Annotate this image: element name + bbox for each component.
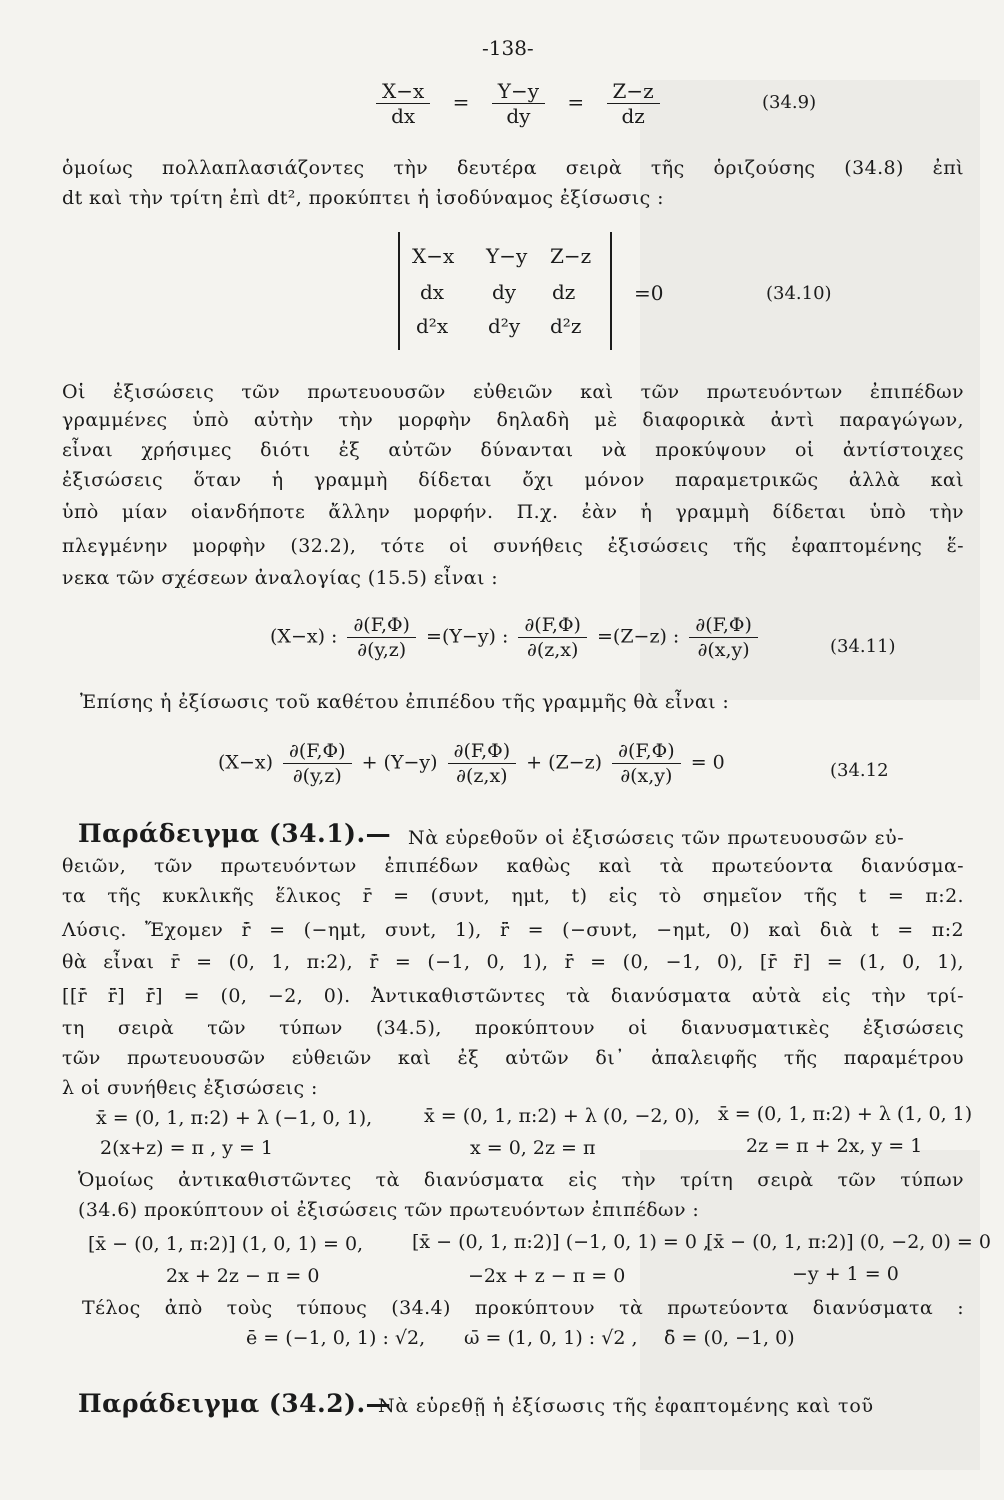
equation-34-11	[270, 614, 762, 661]
text-line: θειῶν, τῶν πρωτευόντων ἐπιπέδων καθὼς καὶ τὰ πρωτεύοντα διανύσμα-	[62, 855, 964, 877]
numerator: Y−y	[492, 80, 545, 104]
principal-vector: ω̄ = (1, 0, 1) : √2 ,	[464, 1327, 638, 1349]
term: = 0	[690, 751, 725, 774]
numerator: Z−z	[607, 80, 660, 104]
plane-equation: −y + 1 = 0	[792, 1263, 899, 1285]
fraction	[607, 80, 660, 127]
text-line: Οἱ ἐξισώσεις τῶν πρωτευουσῶν εὐθειῶν καὶ τῶν πρωτευόντων ἐπιπέδων	[62, 381, 964, 403]
example-1-title: Παράδειγμα (34.1).—	[78, 819, 392, 848]
numerator: ∂(F,Φ)	[689, 614, 758, 638]
det-cell: Y−y	[486, 244, 528, 268]
equation-34-12	[218, 740, 725, 787]
equation-label: (34.11)	[830, 636, 896, 657]
det-cell: dy	[492, 280, 517, 304]
det-cell: Z−z	[550, 244, 592, 268]
fraction	[448, 740, 517, 787]
page-number: -138-	[482, 36, 534, 60]
text-line: Νὰ εὑρεθοῦν οἱ ἐξισώσεις τῶν πρωτευουσῶν εὐ-	[408, 827, 905, 849]
example-2-title: Παράδειγμα (34.2).—	[78, 1389, 392, 1418]
line-equation: x̄ = (0, 1, π:2) + λ (−1, 0, 1),	[96, 1107, 373, 1129]
term: + (Y−y)	[361, 751, 438, 774]
text-line: τη σειρὰ τῶν τύπων (34.5), προκύπτουν οἱ διανυσματικὲς ἐξισώσεις	[62, 1017, 964, 1039]
equation-34-9: $\frac{X-x}{dx}$ = $\frac{Y-y}{dy}$ = $\frac{Z-z}{dz}$	[372, 80, 664, 127]
text-line: ὑπὸ μίαν οἱανδήποτε ἄλλην μορφήν. Π.χ. ἐὰν ἡ γραμμὴ δίδεται ὑπὸ τὴν	[62, 501, 964, 523]
det-cell: d²x	[416, 314, 449, 338]
term: =(Y−y) :	[426, 625, 509, 648]
term: (X−x)	[218, 751, 273, 774]
text-line: [[r̄̇ r̄̈] r̄̇] = (0, −2, 0). Ἀντικαθιστῶντες τὰ διανύσματα αὐτὰ εἰς τὴν τρί-	[62, 985, 964, 1007]
text-line: θὰ εἶναι r̄ = (0, 1, π:2), r̄̇ = (−1, 0, 1), r̄̈ = (0, −1, 0), [r̄̇ r̄̈] = (1, 0, 1),	[62, 951, 964, 973]
text-line: γραμμένες ὑπὸ αὐτὴν τὴν μορφὴν δηλαδὴ μὲ διαφορικὰ ἀντὶ παραγώγων,	[62, 409, 964, 431]
text-line: εἶναι χρήσιμες διότι ἐξ αὐτῶν δύνανται νὰ προκύψουν οἱ ἀντίστοιχες	[62, 439, 964, 461]
fraction	[612, 740, 681, 787]
numerator: ∂(F,Φ)	[448, 740, 517, 764]
numerator: ∂(F,Φ)	[347, 614, 416, 638]
denominator: dz	[621, 104, 645, 128]
det-cell: X−x	[412, 244, 455, 268]
term: (X−x) :	[270, 625, 338, 648]
denominator: ∂(z,x)	[527, 639, 579, 661]
fraction	[518, 614, 587, 661]
determinant-rhs: =0	[634, 281, 664, 305]
principal-vector: δ̄ = (0, −1, 0)	[664, 1327, 795, 1349]
text-line: τῶν πρωτευουσῶν εὐθειῶν καὶ ἐξ αὐτῶν δι᾽ ἀπαλειφῆς τῆς παραμέτρου	[62, 1047, 964, 1069]
plane-equation: [x̄ − (0, 1, π:2)] (−1, 0, 1) = 0 ,	[412, 1231, 710, 1253]
det-cell: d²y	[488, 314, 521, 338]
denominator: ∂(y,z)	[357, 639, 407, 661]
denominator: ∂(x,y)	[697, 639, 750, 661]
text-line: ἐξισώσεις ὅταν ἡ γραμμὴ δίδεται ὄχι μόνον παραμετρικῶς ἀλλὰ καὶ	[62, 469, 964, 491]
fraction	[376, 80, 430, 127]
line-equation: 2(x+z) = π , y = 1	[100, 1137, 273, 1159]
text-line: Τέλος ἀπὸ τοὺς τύπους (34.4) προκύπτουν τὰ πρωτεύοντα διανύσματα :	[82, 1297, 964, 1319]
fraction	[347, 614, 416, 661]
line-equation: x = 0, 2z = π	[470, 1137, 596, 1159]
fraction	[492, 80, 545, 127]
text-line: νεκα τῶν σχέσεων ἀναλογίας (15.5) εἶναι :	[62, 567, 499, 589]
numerator: ∂(F,Φ)	[518, 614, 587, 638]
equation-label: (34.12	[830, 760, 889, 781]
text-line: (34.6) προκύπτουν οἱ ἐξισώσεις τῶν πρωτευόντων ἐπιπέδων :	[78, 1199, 700, 1221]
term: + (Z−z)	[526, 751, 603, 774]
plane-equation: 2x + 2z − π = 0	[166, 1265, 320, 1287]
numerator: ∂(F,Φ)	[612, 740, 681, 764]
denominator: dx	[391, 104, 416, 128]
text-line: Λύσις. Ἔχομεν r̄̇ = (−ημt, συνt, 1), r̄̈ = (−συνt, −ημt, 0) καὶ διὰ t = π:2	[62, 919, 964, 941]
det-cell: dz	[552, 280, 576, 304]
term: =(Z−z) :	[597, 625, 680, 648]
det-cell: dx	[420, 280, 445, 304]
denominator: ∂(z,x)	[456, 765, 508, 787]
numerator: X−x	[376, 80, 430, 104]
plane-equation: −2x + z − π = 0	[468, 1265, 626, 1287]
line-equation: x̄ = (0, 1, π:2) + λ (0, −2, 0),	[424, 1105, 701, 1127]
text-line: dt καὶ τὴν τρίτη ἐπὶ dt², προκύπτει ἡ ἰσοδύναμος ἐξίσωσις :	[62, 187, 664, 209]
line-equation: x̄ = (0, 1, π:2) + λ (1, 0, 1)	[718, 1103, 973, 1125]
text-line: Ἐπίσης ἡ ἐξίσωσις τοῦ καθέτου ἐπιπέδου τῆς γραμμῆς θὰ εἶναι :	[80, 691, 730, 713]
plane-equation: [x̄ − (0, 1, π:2)] (1, 0, 1) = 0,	[88, 1233, 364, 1255]
det-cell: d²z	[550, 314, 582, 338]
line-equation: 2z = π + 2x, y = 1	[746, 1135, 923, 1157]
text-line: ὁμοίως πολλαπλασιάζοντες τὴν δευτέρα σειρὰ τῆς ὁριζούσης (34.8) ἐπὶ	[62, 157, 964, 179]
determinant-34-10	[398, 232, 612, 350]
fraction	[689, 614, 758, 661]
equation-label: (34.9)	[762, 92, 817, 113]
denominator: ∂(y,z)	[292, 765, 342, 787]
fraction	[283, 740, 352, 787]
text-line: τα τῆς κυκλικῆς ἕλικος r̄ = (συνt, ημt, t) εἰς τὸ σημεῖον τῆς t = π:2.	[62, 885, 964, 907]
plane-equation: [x̄ − (0, 1, π:2)] (0, −2, 0) = 0	[706, 1231, 991, 1253]
principal-vector: ē = (−1, 0, 1) : √2,	[246, 1327, 426, 1349]
text-line: Ὁμοίως ἀντικαθιστῶντες τὰ διανύσματα εἰς τὴν τρίτη σειρὰ τῶν τύπων	[78, 1169, 964, 1191]
denominator: dy	[506, 104, 531, 128]
denominator: ∂(x,y)	[620, 765, 673, 787]
equation-label: (34.10)	[766, 283, 832, 304]
text-line: πλεγμένην μορφὴν (32.2), τότε οἱ συνήθεις ἐξισώσεις τῆς ἐφαπτομένης ἕ-	[62, 535, 964, 557]
numerator: ∂(F,Φ)	[283, 740, 352, 764]
text-line: λ οἱ συνήθεις ἐξισώσεις :	[62, 1077, 318, 1099]
text-line: Νὰ εὑρεθῇ ἡ ἐξίσωσις τῆς ἐφαπτομένης καὶ τοῦ	[378, 1395, 874, 1417]
